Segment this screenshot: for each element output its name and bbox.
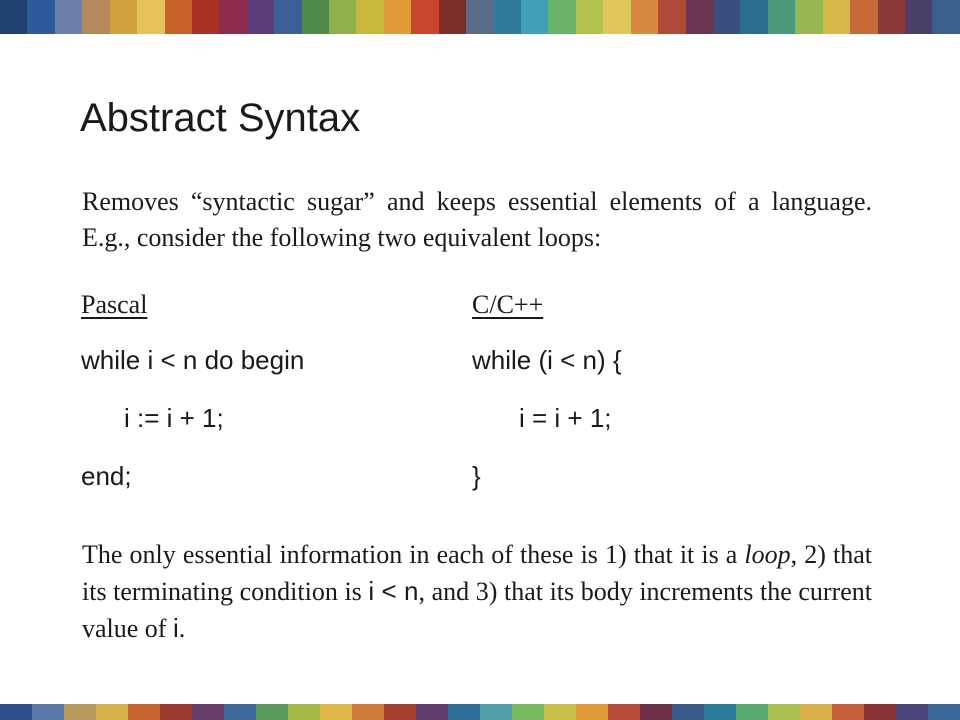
stripe-segment <box>192 704 224 720</box>
stripe-segment <box>247 0 274 34</box>
stripe-segment <box>932 0 959 34</box>
stripe-segment <box>576 704 608 720</box>
stripe-segment <box>27 0 54 34</box>
stripe-segment <box>82 0 109 34</box>
stripe-segment <box>672 704 704 720</box>
c-line-3: } <box>472 461 481 491</box>
stripe-segment <box>55 0 82 34</box>
stripe-segment <box>352 704 384 720</box>
stripe-segment <box>466 0 493 34</box>
stripe-segment <box>864 704 896 720</box>
stripe-segment <box>320 704 352 720</box>
variable-code: i <box>172 613 179 643</box>
stripe-segment <box>736 704 768 720</box>
stripe-segment <box>110 0 137 34</box>
stripe-segment <box>329 0 356 34</box>
stripe-segment <box>384 704 416 720</box>
stripe-segment <box>439 0 466 34</box>
stripe-segment <box>704 704 736 720</box>
stripe-segment <box>713 0 740 34</box>
stripe-segment <box>165 0 192 34</box>
stripe-segment <box>640 704 672 720</box>
stripe-segment <box>608 704 640 720</box>
stripe-segment <box>32 704 64 720</box>
c-line-1: while (i < n) { <box>472 345 622 375</box>
stripe-segment <box>288 704 320 720</box>
stripe-segment <box>631 0 658 34</box>
stripe-segment <box>800 704 832 720</box>
stripe-segment <box>544 704 576 720</box>
stripe-segment <box>219 0 246 34</box>
condition-code: i < n <box>368 576 419 606</box>
stripe-segment <box>878 0 905 34</box>
stripe-segment <box>768 0 795 34</box>
outro-paragraph <box>82 537 872 647</box>
stripe-segment <box>411 0 438 34</box>
loop-word: loop <box>744 540 791 569</box>
slide-title: Abstract Syntax <box>80 96 361 140</box>
stripe-segment <box>795 0 822 34</box>
stripe-segment <box>96 704 128 720</box>
pascal-line-1: while i < n do begin <box>81 345 305 375</box>
stripe-segment <box>905 0 932 34</box>
pascal-heading: Pascal <box>81 290 148 319</box>
outro-text-1: The only essential information in each of these is 1) that it is a <box>82 540 745 569</box>
c-heading: C/C++ <box>472 290 544 319</box>
stripe-segment <box>832 704 864 720</box>
stripe-segment <box>64 704 96 720</box>
stripe-segment <box>896 704 928 720</box>
bottom-color-stripe <box>0 704 960 720</box>
stripe-segment <box>658 0 685 34</box>
stripe-segment <box>494 0 521 34</box>
stripe-segment <box>480 704 512 720</box>
stripe-segment <box>850 0 877 34</box>
outro-text-4: . <box>178 614 186 643</box>
stripe-segment <box>356 0 383 34</box>
pascal-line-3: end; <box>81 461 132 491</box>
intro-paragraph: Removes “syntactic sugar” and keeps essential elements of a language. E.g., consider the following two equivalent loops: <box>82 187 872 252</box>
c-line-2: i = i + 1; <box>519 403 612 433</box>
stripe-segment <box>256 704 288 720</box>
stripe-segment <box>548 0 575 34</box>
stripe-segment <box>302 0 329 34</box>
stripe-segment <box>192 0 219 34</box>
stripe-segment <box>740 0 767 34</box>
stripe-segment <box>416 704 448 720</box>
stripe-segment <box>928 704 960 720</box>
stripe-segment <box>160 704 192 720</box>
stripe-segment <box>448 704 480 720</box>
pascal-line-2: i := i + 1; <box>124 403 224 433</box>
stripe-segment <box>686 0 713 34</box>
outro-text-2: , 2) that its terminating condition is <box>82 540 872 606</box>
stripe-segment <box>603 0 630 34</box>
stripe-segment <box>521 0 548 34</box>
outro-text-3: , and 3) that its body increments the current value of <box>82 577 872 643</box>
stripe-segment <box>0 704 32 720</box>
stripe-segment <box>384 0 411 34</box>
stripe-segment <box>224 704 256 720</box>
stripe-segment <box>512 704 544 720</box>
stripe-segment <box>768 704 800 720</box>
stripe-segment <box>0 0 27 34</box>
top-color-stripe <box>0 0 960 34</box>
stripe-segment <box>823 0 850 34</box>
stripe-segment <box>128 704 160 720</box>
stripe-segment <box>274 0 301 34</box>
stripe-segment <box>576 0 603 34</box>
stripe-segment <box>137 0 164 34</box>
